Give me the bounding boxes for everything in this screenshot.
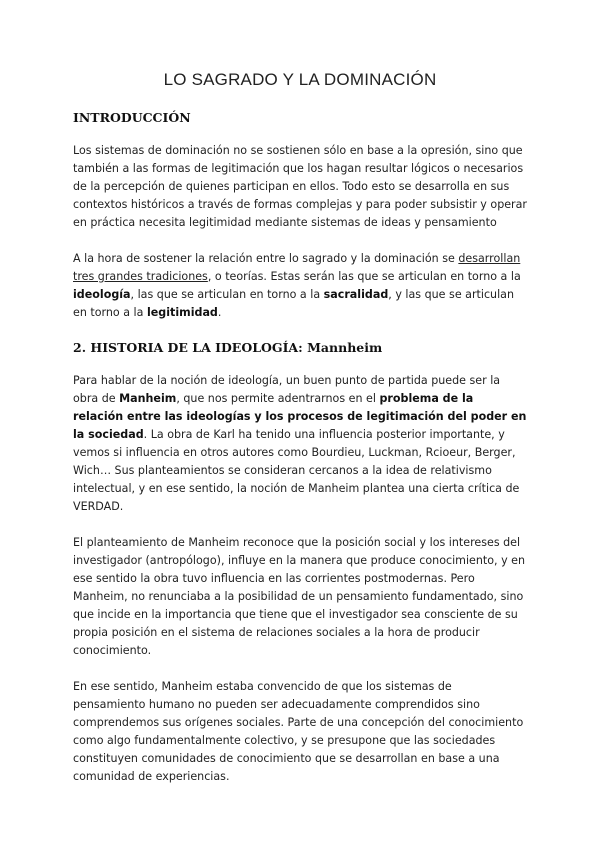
text-run: , las que se articulan en torno a la (130, 288, 324, 301)
section2-paragraph-1 (73, 372, 527, 516)
text-run: . (217, 306, 222, 319)
intro-paragraph-2 (73, 250, 527, 322)
text-run: A la hora de sostener la relación entre lo sagrado y la dominación se (73, 252, 459, 265)
text-run: Para hablar de la noción de ideología, un buen punto de partida puede ser la obra de (73, 374, 501, 405)
bold-problema: problema de la relación entre las ideologías y los procesos de legitimación del poder en la sociedad (73, 392, 527, 441)
bold-sacralidad: sacralidad (323, 288, 389, 301)
heading-introduccion: INTRODUCCIÓN (73, 110, 191, 125)
document-title: LO SAGRADO Y LA DOMINACIÓN (163, 70, 437, 89)
heading-section-2: 2. HISTORIA DE LA IDEOLOGÍA: Mannheim (73, 340, 383, 355)
underlined-text: desarrollan tres grandes tradiciones (73, 252, 521, 283)
section2-paragraph-2: El planteamiento de Manheim reconoce que la posición social y los intereses del investigador (antropólogo), influye en la manera que produce conocimiento, y en ese sentido la obra tuvo influencia en las corrientes postmodernas. Pero Manheim, no renunciaba a la posibilidad de un pensamiento fundamentado, sino que incide en la importancia que tiene que el investigador sea consciente de su propia posición en el sistema de relaciones sociales a la hora de producir conocimiento. (73, 536, 526, 657)
bold-legitimidad: legitimidad (146, 306, 218, 319)
bold-manheim: Manheim (119, 392, 177, 405)
bold-ideologia: ideología (73, 288, 131, 301)
text-run: . La obra de Karl ha tenido una influencia posterior importante, y vemos si influencia en otros autores como Bourdieu, Luckman, Rcioeur, Berger, Wich… Sus planteamientos se consideran cercanos a la idea de relativismo intelectual, y en ese sentido, la noción de Manheim plantea una cierta crítica de VERDAD. (73, 428, 520, 513)
intro-paragraph-1: Los sistemas de dominación no se sostienen sólo en base a la opresión, sino que también a las formas de legitimación que los hagan resultar lógicos o necesarios de la percepción de quienes participan en ellos. Todo esto se desarrolla en sus contextos históricos a través de formas complejas y para poder subsistir y operar en práctica necesita legitimidad mediante sistemas de ideas y pensamiento (73, 144, 527, 229)
text-run: , y las que se articulan en torno a la (73, 288, 515, 319)
text-run: , o teorías. Estas serán las que se articulan en torno a la (207, 270, 521, 283)
section2-paragraph-3: En ese sentido, Manheim estaba convencido de que los sistemas de pensamiento humano no pueden ser adecuadamente comprendidos sino comprendemos sus orígenes sociales. Parte de una concepción del conocimiento como algo fundamentalmente colectivo, y se presupone que las sociedades constituyen comunidades de conocimiento que se desarrollan en base a una comunidad de experiencias. (73, 680, 524, 783)
text-run: , que nos permite adentrarnos en el (176, 392, 380, 405)
